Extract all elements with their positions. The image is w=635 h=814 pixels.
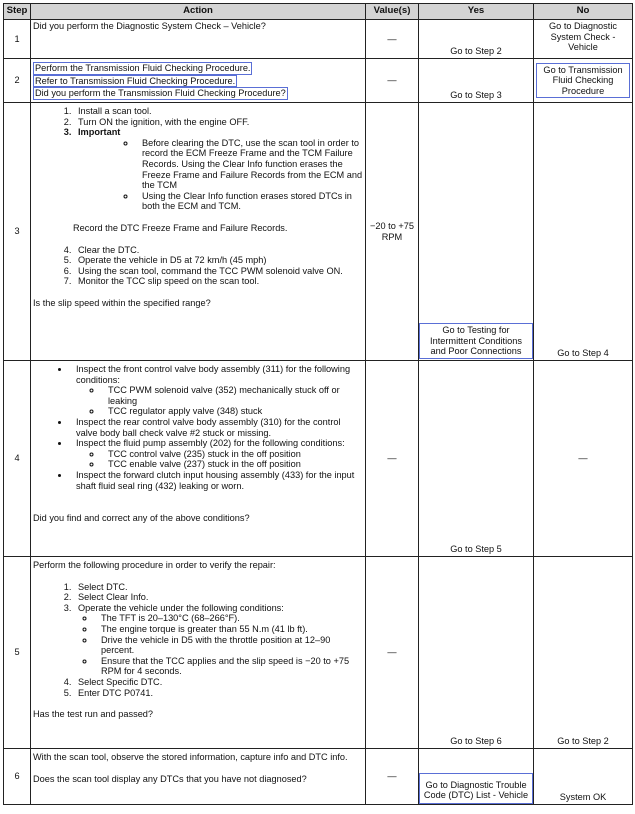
value-cell: — (366, 59, 419, 103)
step-number: 2 (4, 59, 31, 103)
step-number: 6 (4, 749, 31, 805)
no-cell[interactable] (534, 59, 633, 103)
list-item: 5. Enter DTC P0741. (74, 688, 363, 699)
list-item: ◦ The engine torque is greater than 55 N.m (41 lb ft). (95, 624, 363, 635)
important-sublist (78, 138, 363, 212)
question[interactable]: Did you perform the Transmission Fluid Checking Procedure? (35, 88, 286, 99)
header-step: Step (4, 4, 31, 20)
list-item: 6. Using the scan tool, command the TCC PWM solenoid valve ON. (74, 266, 363, 277)
list-item: 2. Turn ON the ignition, with the engine OFF. (74, 117, 363, 128)
list-item: 7. Monitor the TCC slip speed on the scan tool. (74, 276, 363, 287)
no-cell: System OK (534, 749, 633, 805)
yes-cell[interactable] (419, 749, 534, 805)
value-cell: −20 to +75 RPM (366, 103, 419, 361)
list-item: 5. Operate the vehicle in D5 at 72 km/h (45 mph) (74, 255, 363, 266)
intermittent-conditions-link[interactable]: Go to Testing for Intermittent Conditions and Poor Connections (419, 323, 533, 359)
question: Is the slip speed within the specified range? (33, 297, 211, 308)
step-list (33, 245, 363, 287)
list-item: ◦ TCC regulator apply valve (348) stuck (102, 406, 363, 417)
list-item: • Inspect the rear control valve body assembly (310) for the control valve body ball check valve #2 stuck or missing. (70, 417, 363, 438)
no-cell[interactable]: Go to Step 4 (534, 103, 633, 361)
list-item: 4. Clear the DTC. (74, 245, 363, 256)
header-yes: Yes (419, 4, 534, 20)
no-cell: — (534, 361, 633, 557)
table-row (4, 103, 633, 361)
step-number: 1 (4, 20, 31, 59)
header-no: No (534, 4, 633, 20)
list-item: 3. Operate the vehicle under the following conditions: ◦ The TFT is 20–130°C (68–266°F). ◦ The engine torque is greater than 55 N.m (41 lb ft). ◦ Drive the vehicle in D5 with the throttle position at 12–90 percent. ◦ Ensure that the TCC applies and the slip speed is −20 to +75 RPM for 4 seconds. (74, 603, 363, 677)
action-cell (31, 103, 366, 361)
list-item: 1. Select DTC. (74, 582, 363, 593)
action-cell (31, 20, 366, 59)
value-cell: — (366, 557, 419, 749)
table-row (4, 361, 633, 557)
header-action: Action (31, 4, 366, 20)
value-cell: — (366, 749, 419, 805)
no-cell[interactable]: Go to Diagnostic System Check - Vehicle (534, 20, 633, 59)
step-number: 4 (4, 361, 31, 557)
no-cell[interactable]: Go to Step 2 (534, 557, 633, 749)
list-item: ◦ Before clearing the DTC, use the scan tool in order to record the ECM Freeze Frame and the TCM Failure Records. Using the Clear Info function erases the Freeze Frame and Failure Records from the ECM and the TCM (136, 138, 363, 191)
sublist (78, 613, 363, 677)
intro-text: With the scan tool, observe the stored information, capture info and DTC info. (33, 752, 348, 762)
step-number: 3 (4, 103, 31, 361)
table-row (4, 20, 633, 59)
list-item (74, 127, 363, 212)
list-item: • Inspect the fluid pump assembly (202) for the following conditions: ◦ TCC control valve (235) stuck in the off position ◦ TCC enable valve (237) stuck in the off position (70, 438, 363, 470)
yes-cell[interactable] (419, 103, 534, 361)
sublist (76, 449, 363, 470)
action-cell (31, 749, 366, 805)
table-row (4, 59, 633, 103)
step-list (33, 582, 363, 677)
yes-cell[interactable]: Go to Step 6 (419, 557, 534, 749)
dtc-list-link[interactable]: Go to Diagnostic Trouble Code (DTC) List - Vehicle (419, 773, 533, 804)
diagnostic-table (3, 3, 633, 805)
list-item: ◦ TCC enable valve (237) stuck in the off position (102, 459, 363, 470)
header-values: Value(s) (366, 4, 419, 20)
value-cell: — (366, 361, 419, 557)
question: Has the test run and passed? (33, 709, 154, 720)
list-item: 4. Select Specific DTC. (74, 677, 363, 688)
table-row (4, 749, 633, 805)
action-cell (31, 557, 366, 749)
list-item: ◦ Ensure that the TCC applies and the slip speed is −20 to +75 RPM for 4 seconds. (95, 656, 363, 677)
action-cell (31, 59, 366, 103)
value-cell: — (366, 20, 419, 59)
fluid-check-ref-link[interactable]: Refer to Transmission Fluid Checking Procedure. (35, 75, 236, 86)
list-item: ◦ The TFT is 20–130°C (68–266°F). (95, 613, 363, 624)
yes-cell[interactable]: Go to Step 3 (419, 59, 534, 103)
action-cell (31, 361, 366, 557)
record-note: Record the DTC Freeze Frame and Failure Records. (73, 222, 288, 233)
header-row (4, 4, 633, 20)
table-row (4, 557, 633, 749)
list-item: • Inspect the front control valve body assembly (311) for the following conditions: ◦ TCC PWM solenoid valve (352) mechanically stuck off or leaking ◦ TCC regulator apply valve (348) stuck (70, 364, 363, 417)
list-item: • Inspect the forward clutch input housing assembly (433) for the input shaft fluid seal ring (432) leaking or worn. (70, 470, 363, 491)
list-item: ◦ TCC control valve (235) stuck in the off position (102, 449, 363, 460)
list-item: 1. Install a scan tool. (74, 106, 363, 117)
question: Does the scan tool display any DTCs that you have not diagnosed? (33, 773, 307, 784)
question: Did you find and correct any of the above conditions? (33, 513, 250, 524)
question: Did you perform the Diagnostic System Check – Vehicle? (33, 21, 266, 31)
step-number: 5 (4, 557, 31, 749)
important-label: Important (78, 127, 121, 138)
list-item: ◦ Drive the vehicle in D5 with the throttle position at 12–90 percent. (95, 635, 363, 656)
yes-cell[interactable]: Go to Step 2 (419, 20, 534, 59)
step-list (33, 106, 363, 212)
step-list (33, 677, 363, 698)
fluid-check-link[interactable]: Perform the Transmission Fluid Checking Procedure. (35, 63, 251, 73)
intro-text: Perform the following procedure in order to verify the repair: (33, 560, 276, 570)
list-item: 2. Select Clear Info. (74, 592, 363, 603)
sublist (76, 385, 363, 417)
inspection-list (33, 364, 363, 491)
yes-cell[interactable]: Go to Step 5 (419, 361, 534, 557)
list-item: ◦ TCC PWM solenoid valve (352) mechanically stuck off or leaking (102, 385, 363, 406)
list-item: ◦ Using the Clear Info function erases stored DTCs in both the ECM and TCM. (136, 191, 363, 212)
fluid-check-no-link[interactable]: Go to Transmission Fluid Checking Procedure (536, 63, 630, 99)
